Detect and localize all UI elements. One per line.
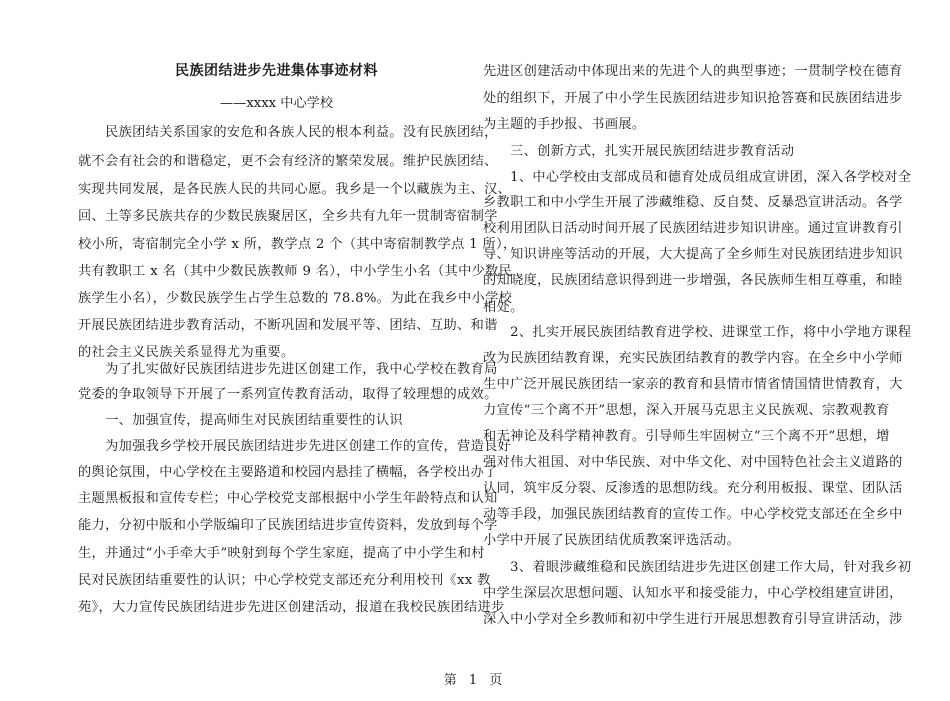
text-line: 3、着眼涉藏维稳和民族团结进步先进区创建工作大局，针对我乡初	[483, 560, 912, 575]
text-line: 就不会有社会的和谐稳定，更不会有经济的繁荣发展。维护民族团结、	[78, 154, 498, 169]
section-heading: 一、加强宣传，提高师生对民族团结重要性的认识	[78, 413, 403, 428]
text-line: 中学生深层次思想问题、认知水平和接受能力，中心学校组建宣讲团，	[483, 586, 903, 601]
text-line: 族学生小名），少数民族学生占学生总数的 78.8%。为此在我乡中小学校	[78, 291, 513, 306]
text-line: 为了扎实做好民族团结进步先进区创建工作，我中心学校在教育局	[78, 362, 498, 377]
text-line: 民族团结关系国家的安危和各族人民的根本利益。没有民族团结，	[78, 125, 498, 140]
text-line: 生中广泛开展民族团结一家亲的教育和县情市情省情国情世情教育，大	[483, 377, 903, 392]
text-line: 动等手段，加强民族团结教育的宣传工作。中心学校党支部还在全乡中	[483, 507, 903, 522]
text-line: 为加强我乡学校开展民族团结进步先进区创建工作的宣传，营造良好	[78, 439, 512, 454]
text-line: 校小所，寄宿制完全小学 x 所，教学点 2 个（其中寄宿制教学点 1 所），	[78, 237, 517, 252]
text-line: 小学中开展了民族团结优质教案评选活动。	[483, 533, 741, 548]
text-line: 的知晓度，民族团结意识得到进一步增强，各民族师生相互尊重，和睦	[483, 273, 903, 288]
text-line: 的社会主义民族关系显得尤为重要。	[78, 345, 295, 360]
text-line: 处的组织下，开展了中小学生民族团结进步知识抢答赛和民族团结进步	[483, 91, 903, 106]
text-line: 2、扎实开展民族团结教育进学校、进课堂工作，将中小学地方课程	[483, 325, 912, 340]
text-line: 力宣传“三个离不开”思想，深入开展马克思主义民族观、宗教观教育	[483, 403, 890, 418]
text-line: 生，并通过“小手牵大手”映射到每个学生家庭，提高了中小学生和村	[78, 546, 485, 561]
text-line: 深入中小学对全乡教师和初中学生进行开展思想教育引导宣讲活动，涉	[483, 612, 903, 627]
text-line: 共有教职工 x 名（其中少数民族教师 9 名），中小学生小名（其中少数民	[78, 264, 513, 279]
document-title: 民族团结进步先进集体事迹材料	[175, 63, 378, 79]
text-line: 改为民族团结教育课，充实民族团结教育的教学内容。在全乡中小学师	[483, 351, 903, 366]
section-heading: 三、创新方式，扎实开展民族团结进步教育活动	[483, 144, 795, 159]
text-line: 1、中心学校由支部成员和德育处成员组成宣讲团，深入各学校对全	[483, 170, 912, 185]
text-line: 和无神论及科学精神教育。引导师生牢固树立“三个离不开”思想，增	[483, 429, 890, 444]
text-line: 的舆论氛围，中心学校在主要路道和校园内悬挂了横幅，各学校出办了	[78, 465, 498, 480]
text-line: 主题黑板报和宣传专栏；中心学校党支部根据中小学生年龄特点和认知	[78, 491, 498, 506]
text-line: 强对伟大祖国、对中华民族、对中华文化、对中国特色社会主义道路的	[483, 455, 903, 470]
text-line: 实现共同发展，是各民族人民的共同心愿。我乡是一个以藏族为主、汉、	[78, 182, 512, 197]
page-number: 第 1 页	[443, 673, 507, 688]
text-line: 乡教职工和中小学生开展了涉藏维稳、反自焚、反暴恐宣讲活动。各学	[483, 195, 903, 210]
text-line: 先进区创建活动中体现出来的先进个人的典型事迹；一贯制学校在德育	[483, 64, 903, 79]
document-subtitle: ——xxxx 中心学校	[219, 96, 334, 111]
text-line: 为主题的手抄报、书画展。	[483, 117, 646, 132]
text-line: 党委的争取领导下开展了一系列宣传教育活动，取得了较理想的成效。	[78, 387, 498, 402]
text-line: 回、土等多民族共存的少数民族聚居区，全乡共有九年一贯制寄宿制学	[78, 209, 498, 224]
text-line: 苑》，大力宣传民族团结进步先进区创建活动，报道在我校民族团结进步	[78, 600, 505, 615]
text-line: 开展民族团结进步教育活动，不断巩固和发展平等、团结、互助、和谐	[78, 318, 498, 333]
text-line: 相处。	[483, 300, 524, 315]
text-line: 导、知识讲座等活动的开展，大大提高了全乡师生对民族团结进步知识	[483, 247, 903, 262]
text-line: 民对民族团结重要性的认识；中心学校党支部还充分利用校刊《xx 教	[78, 573, 491, 588]
text-line: 认同，筑牢反分裂、反渗透的思想防线。充分利用板报、课堂、团队活	[483, 481, 903, 496]
text-line: 能力，分初中版和小学版编印了民族团结进步宣传资料，发放到每个学	[78, 518, 498, 533]
text-line: 校利用团队日活动时间开展了民族团结进步知识讲座。通过宣讲教育引	[483, 221, 903, 236]
